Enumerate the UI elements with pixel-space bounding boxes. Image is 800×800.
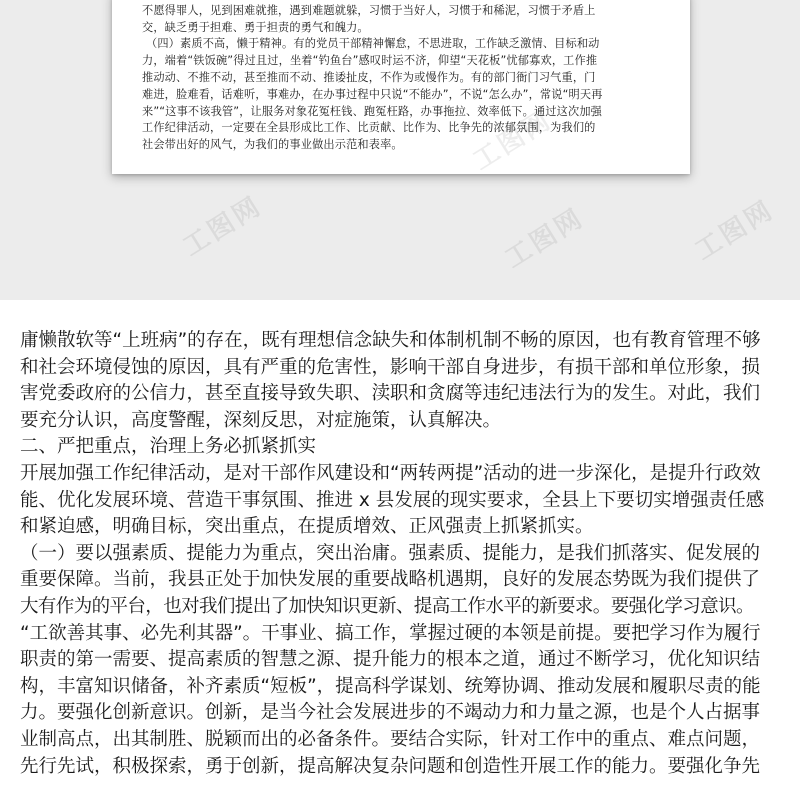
body-text-line: 和紧迫感，明确目标，突出重点，在提质增效、正风强责上抓紧抓实。 [20,516,594,538]
article-body [20,328,780,780]
body-text-line: 开展加强工作纪律活动，是对干部作风建设和“两转两提”活动的进一步深化，是提升行政效 [20,462,761,484]
body-text-line: 害党委政府的公信力，甚至直接导致失职、渎职和贪腐等违纪违法行为的发生。对此，我们 [20,383,761,405]
body-text-line: 能、优化发展环境、营造干事氛围、推进 x 县发展的现实要求，全县上下要切实增强责任感 [20,489,765,511]
document-preview-area [0,0,800,300]
card-text-line: 力，端着“铁饭碗”得过且过，坐着“钓鱼台”感叹时运不济，仰望“天花板”忧郁寡欢，工作推 [142,54,598,68]
card-text-line: 工作纪律活动，一定要在全县形成比工作、比贡献、比作为、比争先的浓郁氛围，为我们的 [142,121,596,135]
watermark-text: 工图网 [467,104,558,177]
body-text-line: （一）要以强素质、提能力为重点，突出治庸。强素质、提能力，是我们抓落实、促发展的 [20,542,761,564]
body-text-line: 业制高点，出其制胜、脱颖而出的必备条件。要结合实际，针对工作中的重点、难点问题， [20,728,761,750]
body-text-line: 大有作为的平台，也对我们提出了加快知识更新、提高工作水平的新要求。要强化学习意识。 [20,595,754,617]
card-text-line: （四）素质不高，懒于精神。有的党员干部精神懈怠，不思进取，工作缺乏激情、目标和动 [146,37,600,51]
body-text-line: 和社会环境侵蚀的原因，具有严重的危害性，影响干部自身进步，有损干部和单位形象，损 [20,356,761,378]
body-text-line: 力。要强化创新意识。创新，是当今社会发展进步的不竭动力和力量之源，也是个人占据事 [20,702,761,724]
watermark-text: 工图网 [689,194,780,267]
card-text-line: 难进，脸难看，话难听，事难办，在办事过程中只说“不能办”，不说“怎么办”，常说“明天再 [142,87,603,101]
document-page-card [112,0,690,174]
body-text-line: 职责的第一需要、提高素质的智慧之源、提升能力的根本之道，通过不断学习，优化知识结 [20,649,761,671]
watermark-text: 工图网 [177,190,268,263]
body-text-line: 构，丰富知识储备，补齐素质“短板”，提高科学谋划、统筹协调、推动发展和履职尽责的能 [20,675,761,697]
card-text-line: 推动动、不推不动，甚至推而不动、推诿扯皮，不作为或慢作为。有的部门衙门习气重，门 [142,70,596,84]
section-heading: 二、严把重点，治理上务必抓紧抓实 [20,436,317,458]
card-text-line: 来”“这事不该我管”，让服务对象花冤枉钱、跑冤枉路，办事拖拉、效率低下。通过这次加强 [142,104,603,118]
body-text-line: 先行先试，积极探索，勇于创新，提高解决复杂问题和创造性开展工作的能力。要强化争先 [20,755,761,777]
body-text-line: 要充分认识，高度警醒，深刻反思，对症施策，认真解决。 [20,409,502,431]
watermark-text: 工图网 [499,202,590,275]
body-text-line: 重要保障。当前，我县正处于加快发展的重要战略机遇期，良好的发展态势既为我们提供了 [20,569,761,591]
card-text-line: 交，缺乏勇于担难、勇于担责的勇气和魄力。 [142,20,369,34]
body-text-line: 庸懒散软等“上班病”的存在，既有理想信念缺失和体制机制不畅的原因，也有教育管理不够 [20,330,761,351]
body-text-line: “工欲善其事、必先利其器”。干事业、搞工作，掌握过硬的本领是前提。要把学习作为履行 [20,622,761,644]
card-text-line: 社会带出好的风气，为我们的事业做出示范和表率。 [142,138,403,152]
card-text-line: 不愿得罪人，见到困难就推，遇到难题就躲，习惯于当好人，习惯于和稀泥，习惯于矛盾上 [142,3,596,17]
